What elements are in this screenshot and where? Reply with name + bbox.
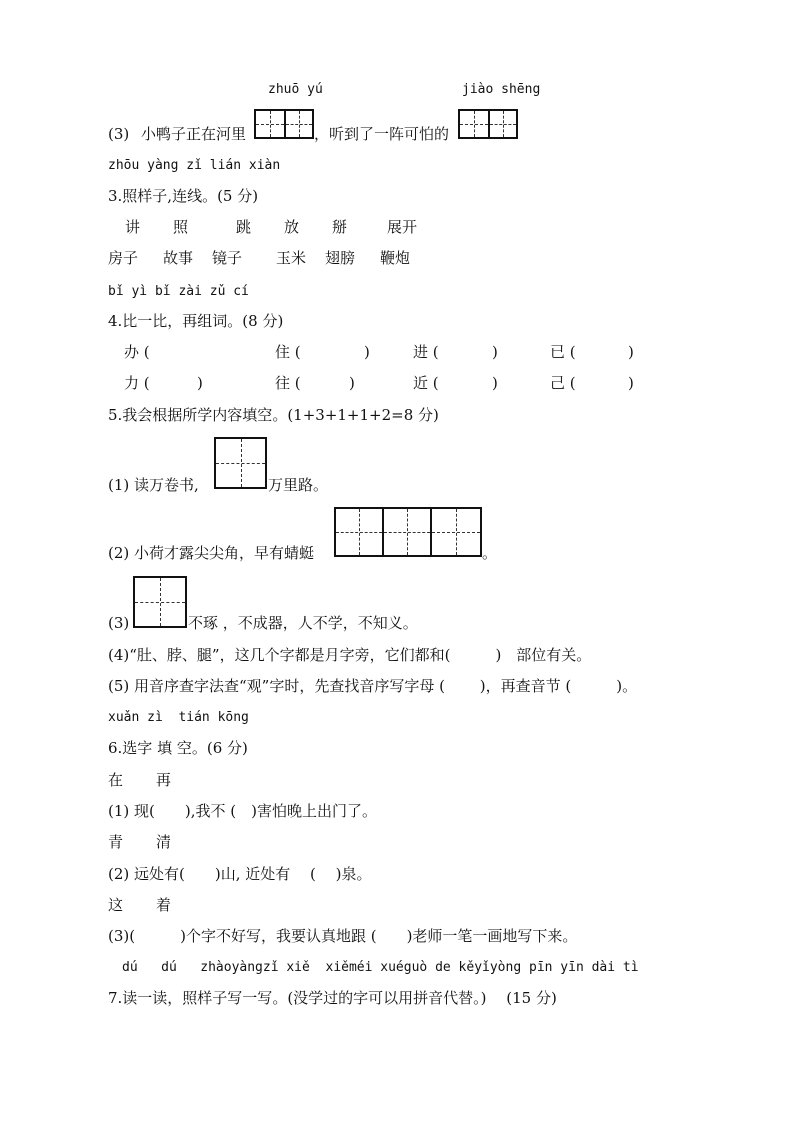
q2-3-text-part2: ，听到了一阵可怕的 bbox=[314, 125, 450, 143]
q6-choice: 着 bbox=[156, 896, 172, 914]
q5-s3-number: (3) bbox=[108, 614, 130, 632]
q4-title: 4.比一比，再组词。(8 分) bbox=[108, 312, 284, 330]
q4-row2-item: ) bbox=[197, 374, 203, 392]
q5-s1-before: (1) 读万卷书, bbox=[108, 476, 199, 494]
q3-bottom-word[interactable]: 玉米 bbox=[276, 249, 307, 267]
q3-bottom-word[interactable]: 鞭炮 bbox=[380, 249, 411, 267]
writing-box-q5-s3[interactable] bbox=[133, 576, 187, 628]
q5-s1-after: 万里路。 bbox=[268, 476, 329, 494]
q3-top-word[interactable]: 放 bbox=[284, 218, 300, 236]
q4-row2-item: 力 ( bbox=[124, 374, 150, 392]
q4-row2-item: 近 ( bbox=[413, 374, 439, 392]
q6-choice: 在 bbox=[108, 771, 124, 789]
q4-row2-item: 往 ( bbox=[275, 374, 301, 392]
q3-bottom-word[interactable]: 房子 bbox=[108, 249, 139, 267]
q4-row2-item: ) bbox=[628, 374, 634, 392]
q5-s2-before: (2) 小荷才露尖尖角，早有蜻蜓 bbox=[108, 544, 315, 562]
q3-top-word[interactable]: 展开 bbox=[387, 218, 418, 236]
q4-row2-item: ) bbox=[492, 374, 498, 392]
writing-box-q5-s2[interactable] bbox=[334, 507, 482, 557]
q5-s5: (5) 用音序查字法查“观”字时，先查找音序写字母 ( )，再查音节 ( )。 bbox=[108, 677, 638, 695]
q4-row1-item: ) bbox=[492, 343, 498, 361]
pinyin-header-q4: bǐ yì bǐ zài zǔ cí bbox=[108, 284, 249, 299]
q7-title: 7.读一读，照样子写一写。(没学过的字可以用拼音代替。) (15 分) bbox=[108, 989, 557, 1007]
q3-title: 3.照样子,连线。(5 分) bbox=[108, 187, 259, 205]
q2-3-number: (3) bbox=[108, 125, 130, 143]
q6-choice: 这 bbox=[108, 896, 124, 914]
q4-row1-item: ) bbox=[364, 343, 370, 361]
q2-3-text-part1: 小鸭子正在河里 bbox=[141, 125, 247, 143]
q4-row1-item: 住 ( bbox=[275, 343, 301, 361]
q6-choice: 再 bbox=[156, 771, 172, 789]
writing-box-zhuo-yu[interactable] bbox=[254, 109, 314, 139]
writing-box-jiao-sheng[interactable] bbox=[458, 109, 518, 139]
q6-choice: 清 bbox=[156, 833, 172, 851]
q5-s2-after: 。 bbox=[482, 544, 498, 562]
q4-row1-item: 办 ( bbox=[124, 343, 150, 361]
q3-top-word[interactable]: 讲 bbox=[125, 218, 141, 236]
pinyin-header-q7: dú dú zhàoyàngzǐ xiě xiěméi xuéguò de kěyǐyòng pīn yīn dài tì bbox=[122, 960, 639, 975]
pinyin-header-q3: zhōu yàng zǐ lián xiàn bbox=[108, 158, 281, 173]
q3-top-word[interactable]: 掰 bbox=[332, 218, 348, 236]
q3-bottom-word[interactable]: 翅膀 bbox=[325, 249, 356, 267]
q4-row1-item: 已 ( bbox=[550, 343, 576, 361]
q6-s1: (1) 现( ),我不 ( )害怕晚上出门了。 bbox=[108, 802, 377, 820]
q5-s3-after: 不琢 ，不成器，人不学，不知义。 bbox=[188, 614, 418, 632]
q3-bottom-word[interactable]: 镜子 bbox=[212, 249, 243, 267]
q4-row2-item: 己 ( bbox=[550, 374, 576, 392]
pinyin-zhuo-yu: zhuō yú bbox=[268, 82, 323, 97]
q5-title: 5.我会根据所学内容填空。(1+3+1+1+2=8 分) bbox=[108, 406, 439, 424]
q3-top-word[interactable]: 照 bbox=[173, 218, 189, 236]
writing-box-q5-s1[interactable] bbox=[214, 437, 267, 489]
q6-choice: 青 bbox=[108, 833, 124, 851]
q5-s4: (4)“肚、脖、腿”，这几个字都是月字旁，它们都和( ) 部位有关。 bbox=[108, 646, 592, 664]
pinyin-header-q6: xuǎn zì tián kōng bbox=[108, 710, 249, 725]
q3-top-word[interactable]: 跳 bbox=[236, 218, 252, 236]
q6-title: 6.选字 填 空。(6 分) bbox=[108, 739, 248, 757]
q6-s3: (3)( )个字不好写，我要认真地跟 ( )老师一笔一画地写下来。 bbox=[108, 927, 578, 945]
q3-bottom-word[interactable]: 故事 bbox=[163, 249, 194, 267]
q6-s2: (2) 远处有( )山, 近处有 ( )泉。 bbox=[108, 865, 372, 883]
q4-row1-item: ) bbox=[628, 343, 634, 361]
q4-row1-item: 进 ( bbox=[413, 343, 439, 361]
q4-row2-item: ) bbox=[349, 374, 355, 392]
pinyin-jiao-sheng: jiào shēng bbox=[462, 82, 541, 97]
